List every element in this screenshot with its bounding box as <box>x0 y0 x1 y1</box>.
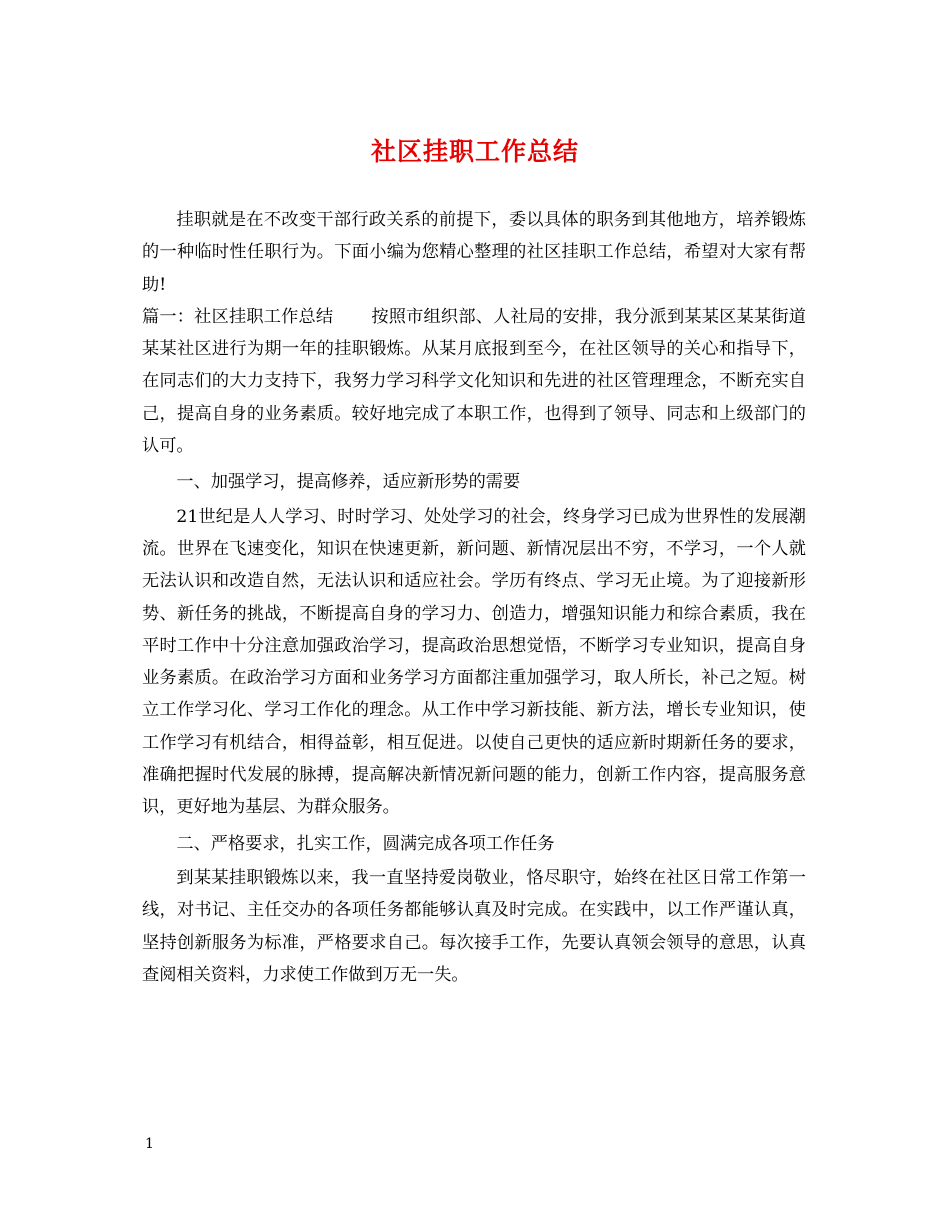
part-one-label: 篇一：社区挂职工作总结 <box>142 306 334 327</box>
section-two-heading: 二、严格要求，扎实工作，圆满完成各项工作任务 <box>176 833 555 854</box>
part-one-text: 按照市组织部、人社局的安排，我分派到某某区某某街道某某社区进行为期一年的挂职锻炼。从某月底报到至今，在社区领导的关心和指导下，在同志们的大力支持下，我努力学习科学文化知识和先进的社区管理理念，不断充实自己，提高自身的业务素质。较好地完成了本职工作，也得到了领导、同志和上级部门的认可。 <box>142 306 806 457</box>
part-one-paragraph <box>142 301 806 462</box>
intro-paragraph: 挂职就是在不改变干部行政关系的前提下，委以具体的职务到其他地方，培养锻炼的一种临时性任职行为。下面小编为您精心整理的社区挂职工作总结，希望对大家有帮助! <box>142 210 806 295</box>
section-two-paragraph: 到某某挂职锻炼以来，我一直坚持爱岗敬业，恪尽职守，始终在社区日常工作第一线，对书记、主任交办的各项任务都能够认真及时完成。在实践中，以工作严谨认真，坚持创新服务为标准，严格要求自己。每次接手工作，先要认真领会领导的意思，认真查阅相关资料，力求使工作做到万无一失。 <box>142 867 806 985</box>
page-number: 1 <box>145 1136 154 1152</box>
section-one-paragraph: 21世纪是人人学习、时时学习、处处学习的社会，终身学习已成为世界性的发展潮流。世界在飞速变化，知识在快速更新，新问题、新情况层出不穷，不学习，一个人就无法认识和改造自然，无法认识和适应社会。学历有终点、学习无止境。为了迎接新形势、新任务的挑战，不断提高自身的学习力、创造力，增强知识能力和综合素质，我在平时工作中十分注意加强政治学习，提高政治思想觉悟，不断学习专业知识，提高自身业务素质。在政治学习方面和业务学习方面都注重加强学习，取人所长，补己之短。树立工作学习化、学习工作化的理念。从工作中学习新技能、新方法，增长专业知识，使工作学习有机结合，相得益彰，相互促进。以使自己更快的适应新时期新任务的要求，准确把握时代发展的脉搏，提高解决新情况新问题的能力，创新工作内容，提高服务意识，更好地为基层、为群众服务。 <box>142 506 806 818</box>
document-body <box>142 204 806 991</box>
section-one-heading: 一、加强学习，提高修养，适应新形势的需要 <box>176 472 521 493</box>
document-title: 社区挂职工作总结 <box>370 137 579 166</box>
